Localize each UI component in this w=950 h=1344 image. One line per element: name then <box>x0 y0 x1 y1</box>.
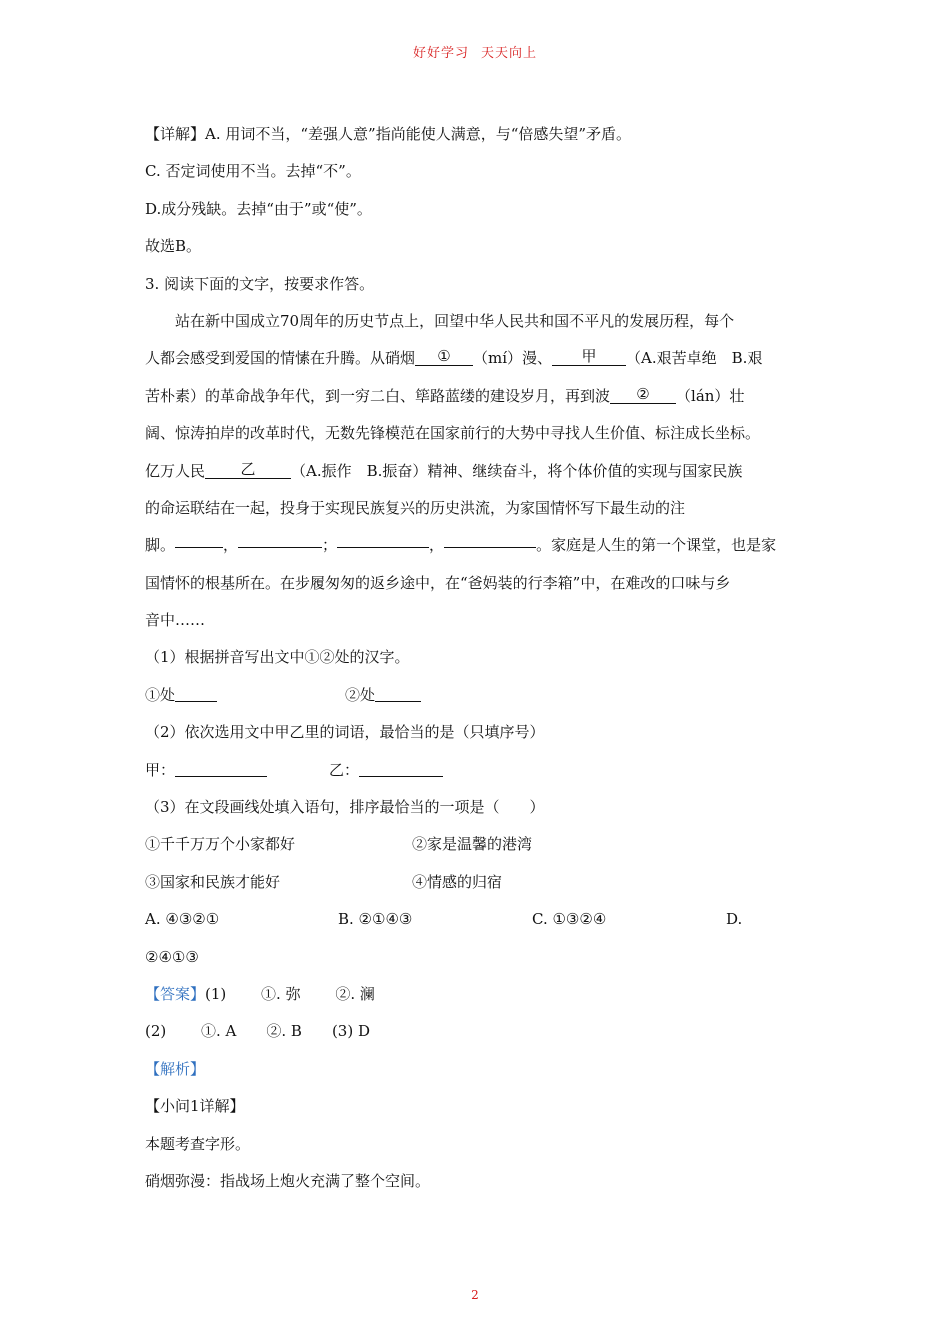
q2-answers <box>145 752 825 789</box>
explain-a: 【详解】A. 用词不当，“差强人意”指尚能使人满意，与“倍感失望”矛盾。 <box>145 125 632 143</box>
blank-jia: 甲 <box>552 348 626 366</box>
page-header <box>0 42 950 61</box>
q2-blank-jia <box>175 760 267 777</box>
sentence-1: ①千千万万个小家都好 <box>145 835 296 854</box>
passage-text: 亿万人民 <box>145 461 206 480</box>
passage-line-7 <box>145 527 825 564</box>
q2-text: （2）依次选用文中甲乙里的词语，最恰当的是（只填序号） <box>145 723 545 742</box>
option-d: D. <box>726 910 743 929</box>
passage-text: （mí）漫、 <box>473 349 553 368</box>
option-a: A. ④③②① <box>145 910 220 929</box>
passage-text: 。家庭是人生的第一个课堂，也是家 <box>536 536 777 555</box>
analysis-subheading: 【小问1详解】 <box>145 1097 245 1116</box>
fill-line-4 <box>444 531 536 548</box>
q1-blank-2 <box>375 685 421 702</box>
passage-line-1: 站在新中国成立70周年的历史节点上，回望中华人民共和国不平凡的发展历程，每个 <box>175 311 735 330</box>
analysis-label: 【解析】 <box>145 1059 206 1078</box>
passage-line-6: 的命运联结在一起，投身于实现民族复兴的历史洪流，为家国情怀写下最生动的注 <box>145 498 686 517</box>
separator: ， <box>429 536 445 555</box>
passage-text: 人都会感受到爱国的情愫在升腾。从硝烟 <box>145 349 416 368</box>
blank-2: ② <box>610 386 676 404</box>
header-left-text: 好好学习 <box>412 46 469 61</box>
header-right-text: 天天向上 <box>481 46 538 61</box>
explain-c: C. 否定词使用不当。去掉“不”。 <box>145 162 361 181</box>
question-title: 3. 阅读下面的文字，按要求作答。 <box>145 274 375 293</box>
fill-line-2 <box>238 531 322 548</box>
q1-answers <box>145 677 825 714</box>
q1-label-2: ②处 <box>345 685 376 704</box>
page-number: 2 <box>471 1288 479 1302</box>
q2-label-yi: 乙： <box>329 760 360 779</box>
option-d-continued: ②④①③ <box>145 947 199 966</box>
fill-line-3 <box>337 531 429 548</box>
separator: ； <box>322 536 338 555</box>
separator: ， <box>223 536 239 555</box>
blank-yi: 乙 <box>205 461 291 479</box>
passage-text: （A.艰苦卓绝 B.艰 <box>626 349 763 368</box>
passage-text: （A.振作 B.振奋）精神、继续奋斗，将个体价值的实现与国家民族 <box>291 461 743 480</box>
q1-label-1: ①处 <box>145 685 176 704</box>
answer-line-1 <box>145 976 825 1013</box>
q3-sentences-row-1 <box>145 826 825 863</box>
q1-text: （1）根据拼音写出文中①②处的汉字。 <box>145 648 410 667</box>
q3-options <box>145 901 825 938</box>
analysis-paragraph-2: 硝烟弥漫：指战场上炮火充满了整个空间。 <box>145 1171 431 1190</box>
passage-text: 苦朴素）的革命战争年代，到一穷二白、筚路蓝缕的建设岁月，再到波 <box>145 386 611 405</box>
blank-1: ① <box>415 348 473 366</box>
passage-text: 脚。 <box>145 536 176 555</box>
q1-blank-1 <box>175 685 217 702</box>
q2-blank-yi <box>359 760 443 777</box>
answer-label: 【答案】 <box>145 984 206 1003</box>
explain-answer: 故选B。 <box>145 237 202 256</box>
answer-text: (1) ①. 弥 ②. 澜 <box>205 984 375 1003</box>
document-body <box>145 116 825 1200</box>
analysis-paragraph-1: 本题考查字形。 <box>145 1134 251 1153</box>
q3-sentences-row-2 <box>145 864 825 901</box>
explain-d: D.成分残缺。去掉“由于”或“使”。 <box>145 199 372 218</box>
sentence-4: ④情感的归宿 <box>412 872 503 891</box>
passage-line-8: 国情怀的根基所在。在步履匆匆的返乡途中，在“爸妈装的行李箱”中，在难改的口味与乡 <box>145 573 731 592</box>
passage-line-4: 阔、惊涛拍岸的改革时代，无数先锋模范在国家前行的大势中寻找人生价值、标注成长坐标。 <box>145 424 761 443</box>
passage-line-5 <box>145 453 825 490</box>
q3-text: （3）在文段画线处填入语句，排序最恰当的一项是（ ） <box>145 798 545 817</box>
passage-line-3 <box>145 378 825 415</box>
passage-line-2 <box>145 340 825 377</box>
passage-text: （lán）壮 <box>676 386 745 405</box>
sentence-3: ③国家和民族才能好 <box>145 872 281 891</box>
fill-line-1 <box>175 531 223 548</box>
answer-line-2: (2) ①. A ②. B (3) D <box>145 1022 370 1041</box>
sentence-2: ②家是温馨的港湾 <box>412 835 533 854</box>
option-b: B. ②①④③ <box>338 910 413 929</box>
passage-line-9: 音中…… <box>145 611 206 630</box>
option-c: C. ①③②④ <box>532 910 607 929</box>
q2-label-jia: 甲： <box>145 760 176 779</box>
